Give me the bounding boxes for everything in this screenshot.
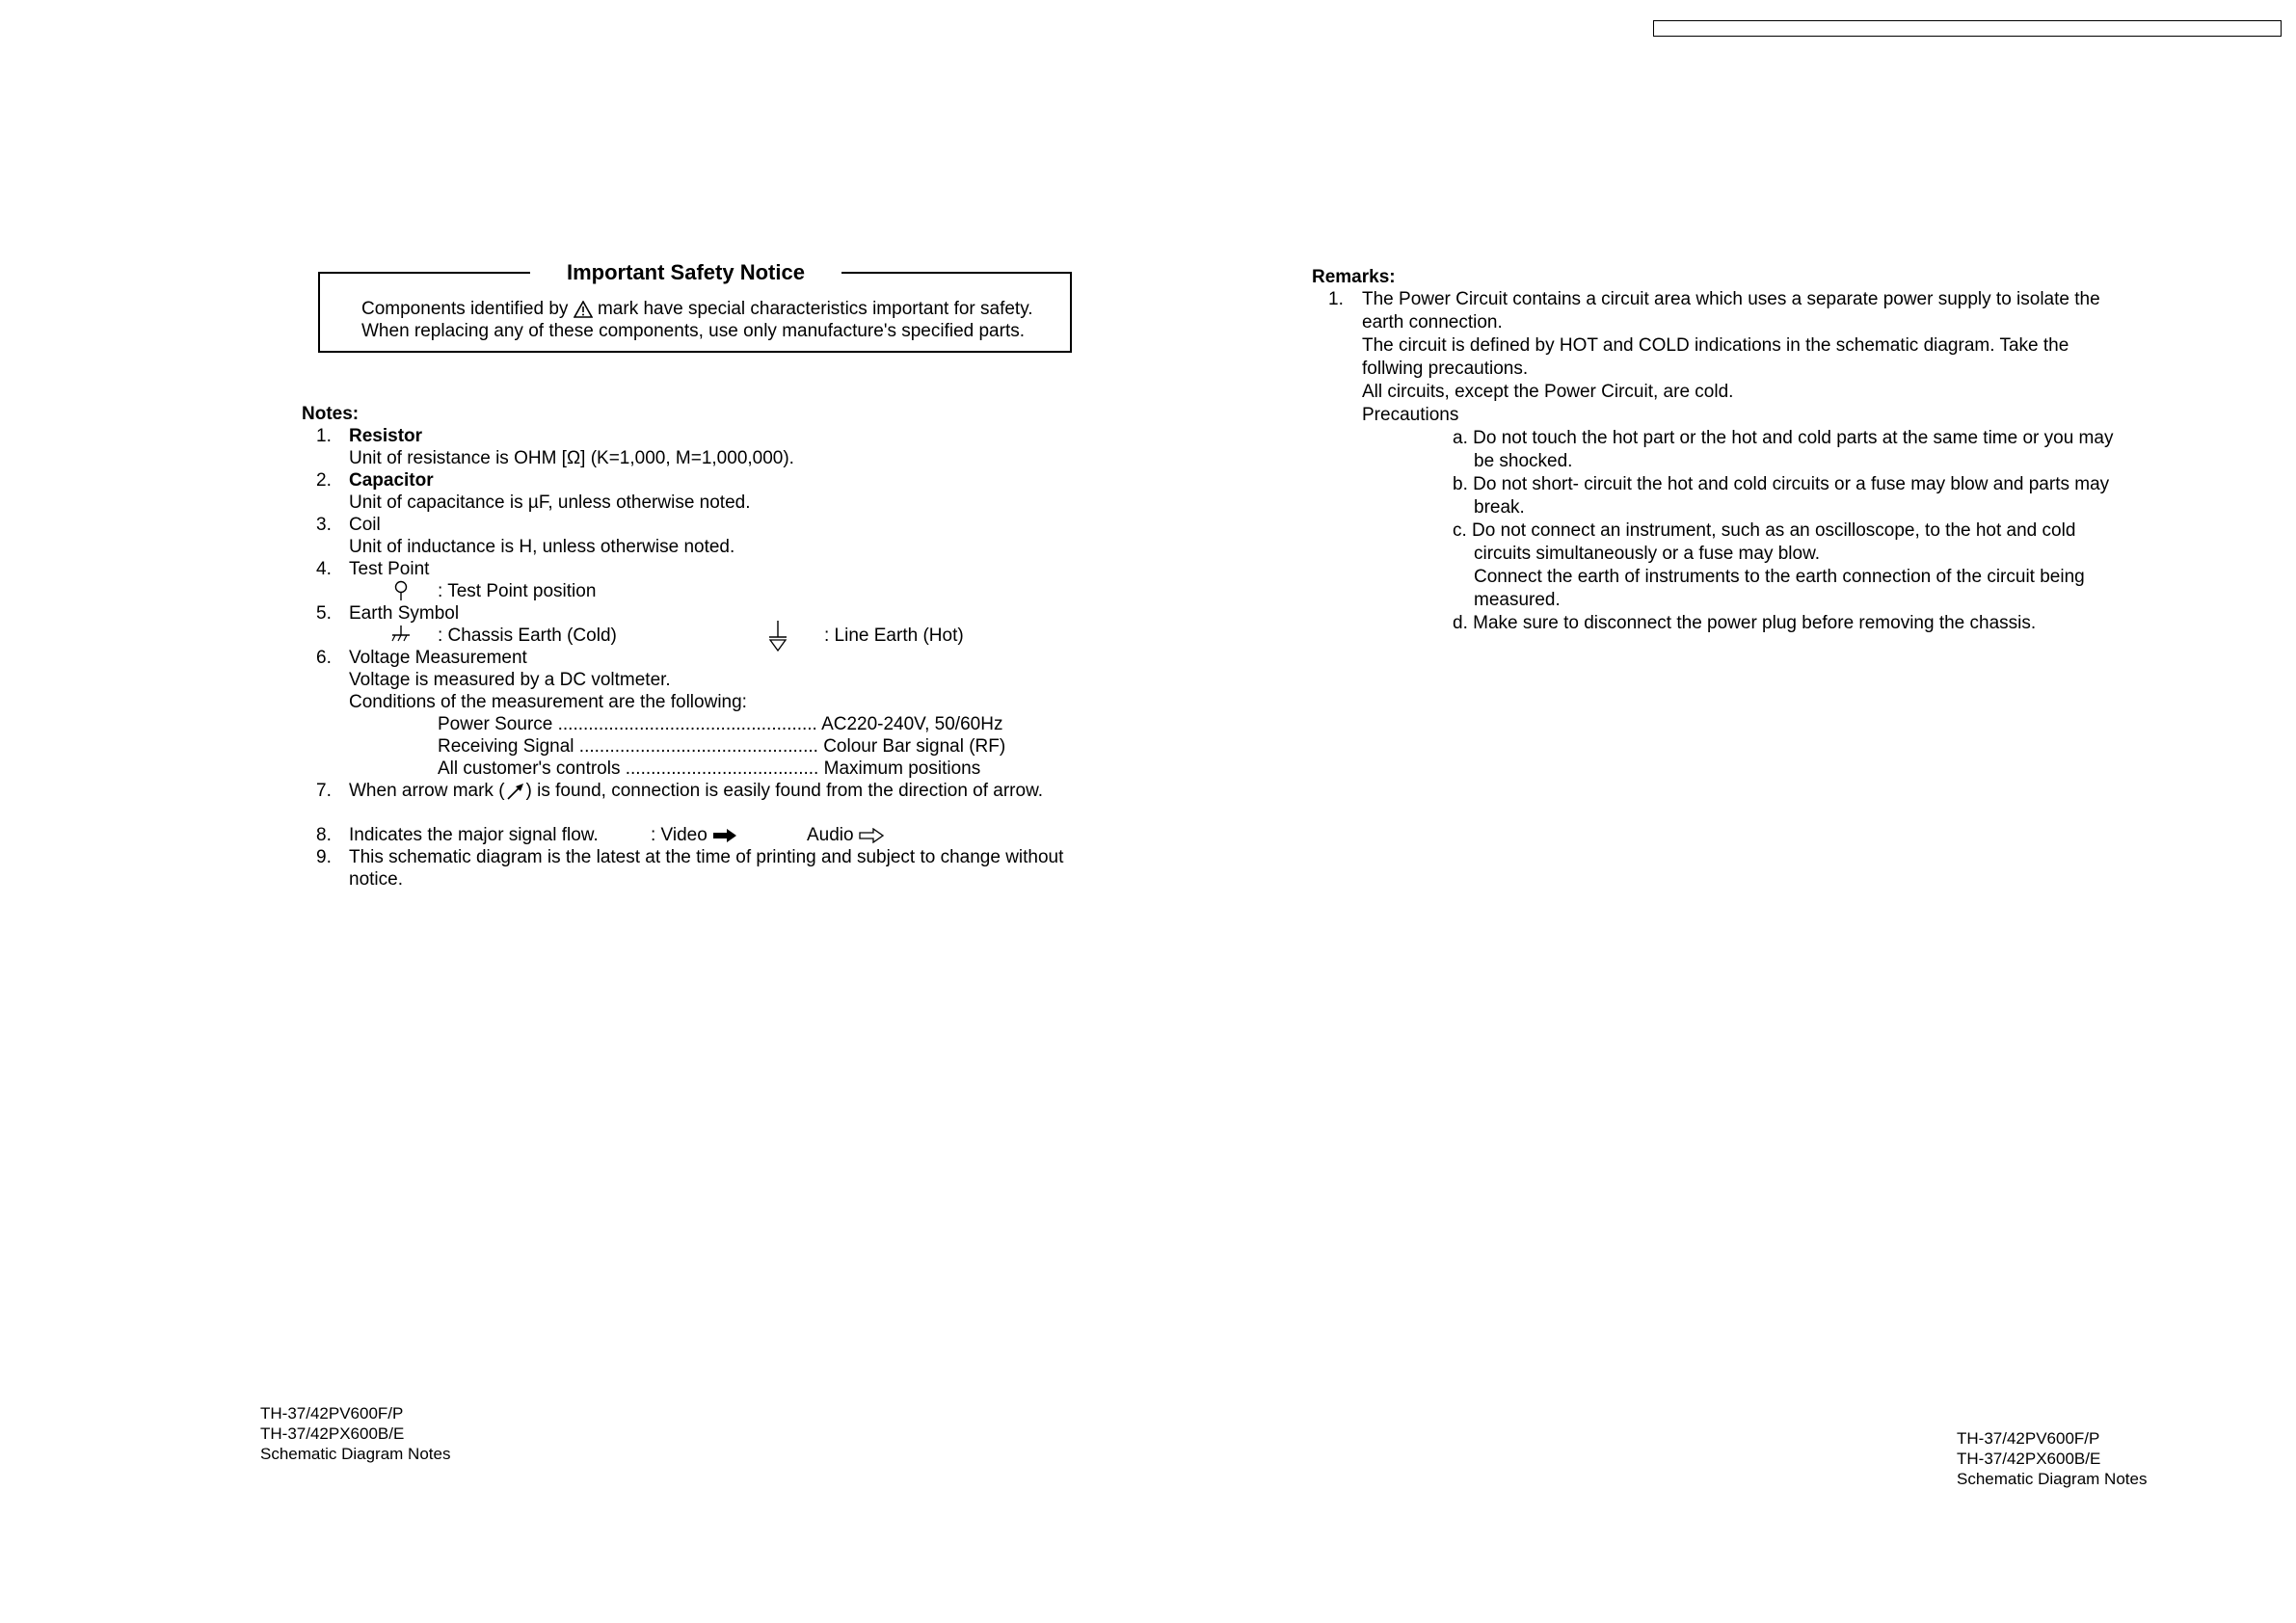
note-8-text: Indicates the major signal flow. (349, 825, 599, 845)
precaution-c-line2: circuits simultaneously or a fuse may blow. (1474, 544, 1821, 564)
footer-left-model2: TH-37/42PX600B/E (260, 1424, 405, 1443)
note-7-pre: When arrow mark ( (349, 781, 505, 801)
precaution-b-line1: b. Do not short- circuit the hot and cold circuits or a fuse may blow and parts may (1453, 474, 2110, 494)
precaution-c-line1: c. Do not connect an instrument, such as an oscilloscope, to the hot and cold (1453, 520, 2076, 541)
note-6-title: Voltage Measurement (349, 648, 527, 668)
note-3-body: Unit of inductance is H, unless otherwise noted. (349, 537, 735, 557)
remarks-p5: All circuits, except the Power Circuit, are cold. (1362, 382, 1734, 402)
footer-right-title: Schematic Diagram Notes (1957, 1470, 2148, 1488)
note-7-number: 7. (316, 781, 332, 801)
note-9-line2: notice. (349, 869, 403, 890)
note-6-number: 6. (316, 648, 332, 668)
footer-left-title: Schematic Diagram Notes (260, 1445, 451, 1463)
precaution-c-line3: Connect the earth of instruments to the earth connection of the circuit being (1474, 567, 2085, 587)
precaution-d-line1: d. Make sure to disconnect the power plug before removing the chassis. (1453, 613, 2037, 633)
remarks-p4: follwing precautions. (1362, 359, 1529, 379)
footer-left (260, 1403, 450, 1464)
note-1-body: Unit of resistance is OHM [Ω] (K=1,000, M=1,000,000). (349, 448, 794, 468)
note-7-post: ) is found, connection is easily found from the direction of arrow. (525, 781, 1044, 801)
header-box (1653, 20, 2282, 37)
note-4-body: : Test Point position (438, 581, 597, 601)
note-8-audio (807, 824, 884, 846)
remarks-number: 1. (1328, 289, 1344, 309)
safety-notice-body (361, 298, 1033, 342)
note-7-text (349, 780, 1043, 802)
footer-right-model2: TH-37/42PX600B/E (1957, 1450, 2101, 1468)
note-6-condition-3: All customer's controls ...................................... Maximum positions (438, 758, 981, 779)
note-5-chassis: : Chassis Earth (Cold) (438, 625, 617, 646)
note-5-number: 5. (316, 603, 332, 624)
note-2-body: Unit of capacitance is µF, unless otherwise noted. (349, 492, 751, 513)
remarks-p1: The Power Circuit contains a circuit area which uses a separate power supply to isolate the (1362, 289, 2100, 309)
note-8-video-label: : Video (651, 825, 707, 845)
note-8-number: 8. (316, 825, 332, 845)
note-6-condition-1: Power Source ................................................... AC220-240V, 50/60Hz (438, 714, 1003, 734)
precaution-a-line2: be shocked. (1474, 451, 1573, 471)
note-1-number: 1. (316, 426, 332, 446)
safety-line2: When replacing any of these components, use only manufacture's specified parts. (361, 321, 1026, 341)
note-4-number: 4. (316, 559, 332, 579)
note-3-title: Coil (349, 515, 381, 535)
note-6-body1: Voltage is measured by a DC voltmeter. (349, 670, 671, 690)
note-8-audio-label: Audio (807, 825, 854, 845)
note-5-line: : Line Earth (Hot) (824, 625, 964, 646)
chassis-earth-icon (390, 624, 412, 647)
line-earth-icon (767, 620, 788, 652)
note-9-number: 9. (316, 847, 332, 867)
note-4-title: Test Point (349, 559, 430, 579)
safety-line1-pre: Components identified by (361, 299, 569, 319)
safety-notice-box (318, 260, 1072, 353)
safety-notice-title: Important Safety Notice (530, 260, 841, 285)
precaution-c-line4: measured. (1474, 590, 1561, 610)
note-2-title: Capacitor (349, 470, 434, 491)
remarks-p6: Precautions (1362, 405, 1459, 425)
audio-arrow-icon (859, 828, 884, 843)
note-9-line1: This schematic diagram is the latest at the time of printing and subject to change without (349, 847, 1064, 867)
remarks-p2: earth connection. (1362, 312, 1503, 333)
precaution-a-line1: a. Do not touch the hot part or the hot and cold parts at the same time or you may (1453, 428, 2114, 448)
notes-heading: Notes: (302, 404, 360, 424)
footer-right-model1: TH-37/42PV600F/P (1957, 1429, 2100, 1448)
note-2-number: 2. (316, 470, 332, 491)
note-8-video (651, 824, 737, 846)
note-6-condition-2: Receiving Signal ............................................... Colour Bar signal (RF) (438, 736, 1006, 757)
footer-left-model1: TH-37/42PV600F/P (260, 1404, 404, 1423)
arrow-mark-icon (505, 782, 526, 801)
safety-line1-post: mark have special characteristics important for safety. (597, 299, 1033, 319)
footer-right (1957, 1428, 2147, 1489)
remarks-heading: Remarks: (1312, 267, 1396, 287)
test-point-icon (392, 579, 410, 602)
note-3-number: 3. (316, 515, 332, 535)
note-1-title: Resistor (349, 426, 423, 446)
note-5-title: Earth Symbol (349, 603, 460, 624)
video-arrow-icon (712, 828, 737, 843)
warning-triangle-icon (574, 301, 593, 318)
precaution-b-line2: break. (1474, 497, 1525, 518)
remarks-p3: The circuit is defined by HOT and COLD indications in the schematic diagram. Take the (1362, 335, 2069, 356)
note-6-body2: Conditions of the measurement are the following: (349, 692, 747, 712)
